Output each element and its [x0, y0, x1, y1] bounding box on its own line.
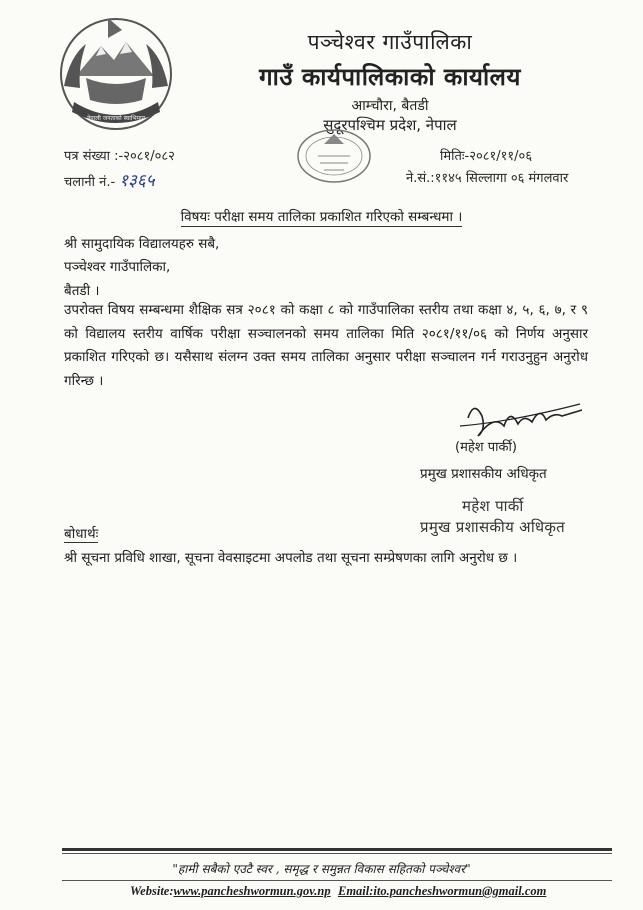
addressee-line-1: श्री सामुदायिक विद्यालयहरु सबै,: [64, 236, 220, 252]
website-link[interactable]: www.pancheshwormun.gov.np: [173, 884, 331, 898]
cc-text: श्री सूचना प्रविधि शाखा, सूचना वेवसाइटमा अपलोड तथा सूचना सम्प्रेषणका लागि अनुरोध छ ।: [64, 550, 518, 566]
letter-date: मितिः-२०८१/११/०६: [440, 149, 533, 164]
footer-rule-thick: [62, 848, 612, 851]
footer-divider: [62, 880, 612, 881]
nepal-sambat-date: ने.सं.:११४५ सिल्लागा ०६ मंगलवार: [406, 171, 569, 186]
footer-website: [130, 884, 331, 899]
office-location: आम्चौरा, बैतडी: [351, 98, 429, 114]
title-stamp: प्रमुख प्रशासकीय अधिकृत: [420, 518, 566, 536]
email-link[interactable]: ito.pancheshwormun@gmail.com: [373, 884, 547, 898]
municipality-name: पञ्चेश्वर गाउँपालिका: [307, 30, 473, 54]
addressee-line-2: पञ्चेश्वर गाउँपालिका,: [64, 259, 171, 275]
email-label: Email:: [338, 884, 374, 898]
footer-email: [338, 884, 546, 899]
nepal-emblem-icon: [56, 16, 176, 132]
cc-label: बोधार्थः: [64, 526, 99, 542]
dispatch-number: [64, 168, 155, 191]
office-name: गाउँ कार्यपालिकाको कार्यालय: [259, 63, 521, 91]
dispatch-value: १३६५: [119, 171, 155, 191]
footer-rule-thin: [62, 853, 612, 854]
emblem-motto: नेपाली जनताको स्वाभिमान: [86, 115, 146, 122]
signatory-title: प्रमुख प्रशासकीय अधिकृत: [420, 466, 547, 482]
letter-body: उपरोक्त विषय सम्बन्धमा शैक्षिक सत्र २०८१ को कक्षा ८ को गाउँपालिका स्तरीय तथा कक्षा ४, ५, ६, ७, र ९ को विद्यालय स्तरीय वार्षिक परीक्षा सञ्चालनको समय तालिका मिति २०८१/११/०६ को निर्णय अनुसार प्रकाशित गरिएको छ। यसैसाथ संलग्न उक्त समय तालिका अनुसार परीक्षा सञ्चालन गर्न गराउनुहुन अनुरोध गरिन्छ ।: [64, 302, 588, 389]
subject-text: विषयः परीक्षा समय तालिका प्रकाशित गरिएको सम्बन्धमा ।: [180, 209, 463, 225]
subject-line: [0, 207, 643, 225]
website-label: Website:: [130, 884, 174, 898]
dispatch-label: चलानी नं.-: [64, 175, 116, 190]
signatory-name: (महेश पार्की): [455, 440, 517, 455]
province-country: सुदूरपश्चिम प्रदेश, नेपाल: [323, 116, 457, 134]
office-seal-icon: [294, 126, 374, 186]
footer-motto: "हामी सबैको एउटै स्वर , समृद्ध र समुन्नत विकास सहितको पञ्चेश्वर": [172, 862, 471, 876]
name-stamp: महेश पार्की: [462, 497, 524, 515]
reference-number: पत्र संख्या :-२०८१/०८२: [64, 149, 175, 164]
addressee-line-3: बैतडी ।: [64, 283, 100, 299]
